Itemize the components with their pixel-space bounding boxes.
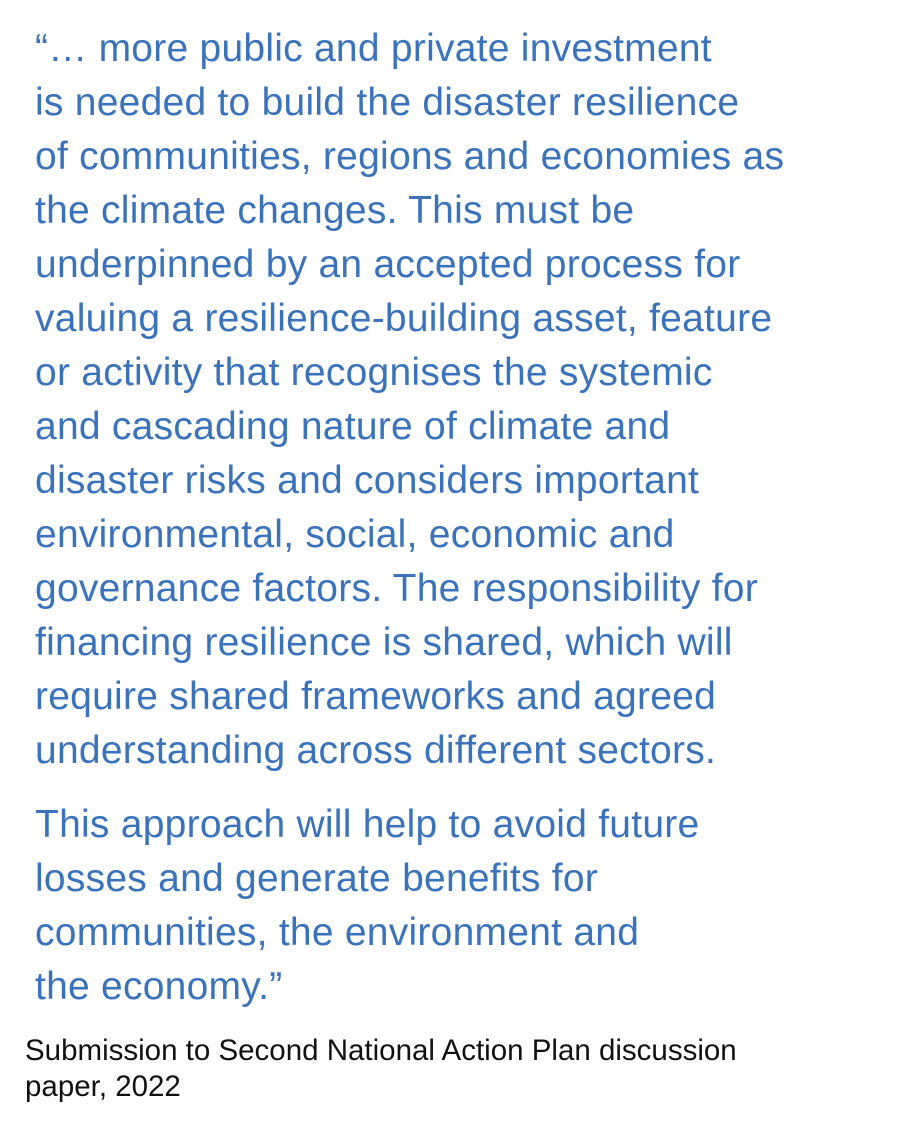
quote-line: of communities, regions and economies as [35, 135, 785, 178]
quote-line: “… more public and private investment [35, 27, 712, 70]
quote-line: disaster risks and considers important [35, 459, 700, 502]
quote-line: the economy.” [35, 965, 283, 1008]
quote-line: require shared frameworks and agreed [35, 675, 717, 718]
quote-line: understanding across different sectors. [35, 729, 717, 772]
quote-line: This approach will help to avoid future [35, 803, 700, 846]
quote-line: the climate changes. This must be [35, 189, 635, 232]
quote-line: and cascading nature of climate and [35, 405, 671, 448]
quote-line: or activity that recognises the systemic [35, 351, 713, 394]
quote-line: valuing a resilience-building asset, feature [35, 297, 773, 340]
quote-line: governance factors. The responsibility for [35, 567, 758, 610]
quote-line: financing resilience is shared, which will [35, 621, 733, 664]
quote-line: underpinned by an accepted process for [35, 243, 741, 286]
quote-line: environmental, social, economic and [35, 513, 675, 556]
quote-attribution [25, 1033, 885, 1105]
attribution-line: Submission to Second National Action Plan discussion [25, 1034, 737, 1067]
quote-line: communities, the environment and [35, 911, 640, 954]
quote-line: is needed to build the disaster resilience [35, 81, 740, 124]
quote-line: losses and generate benefits for [35, 857, 599, 900]
attribution-line: paper, 2022 [25, 1070, 181, 1103]
